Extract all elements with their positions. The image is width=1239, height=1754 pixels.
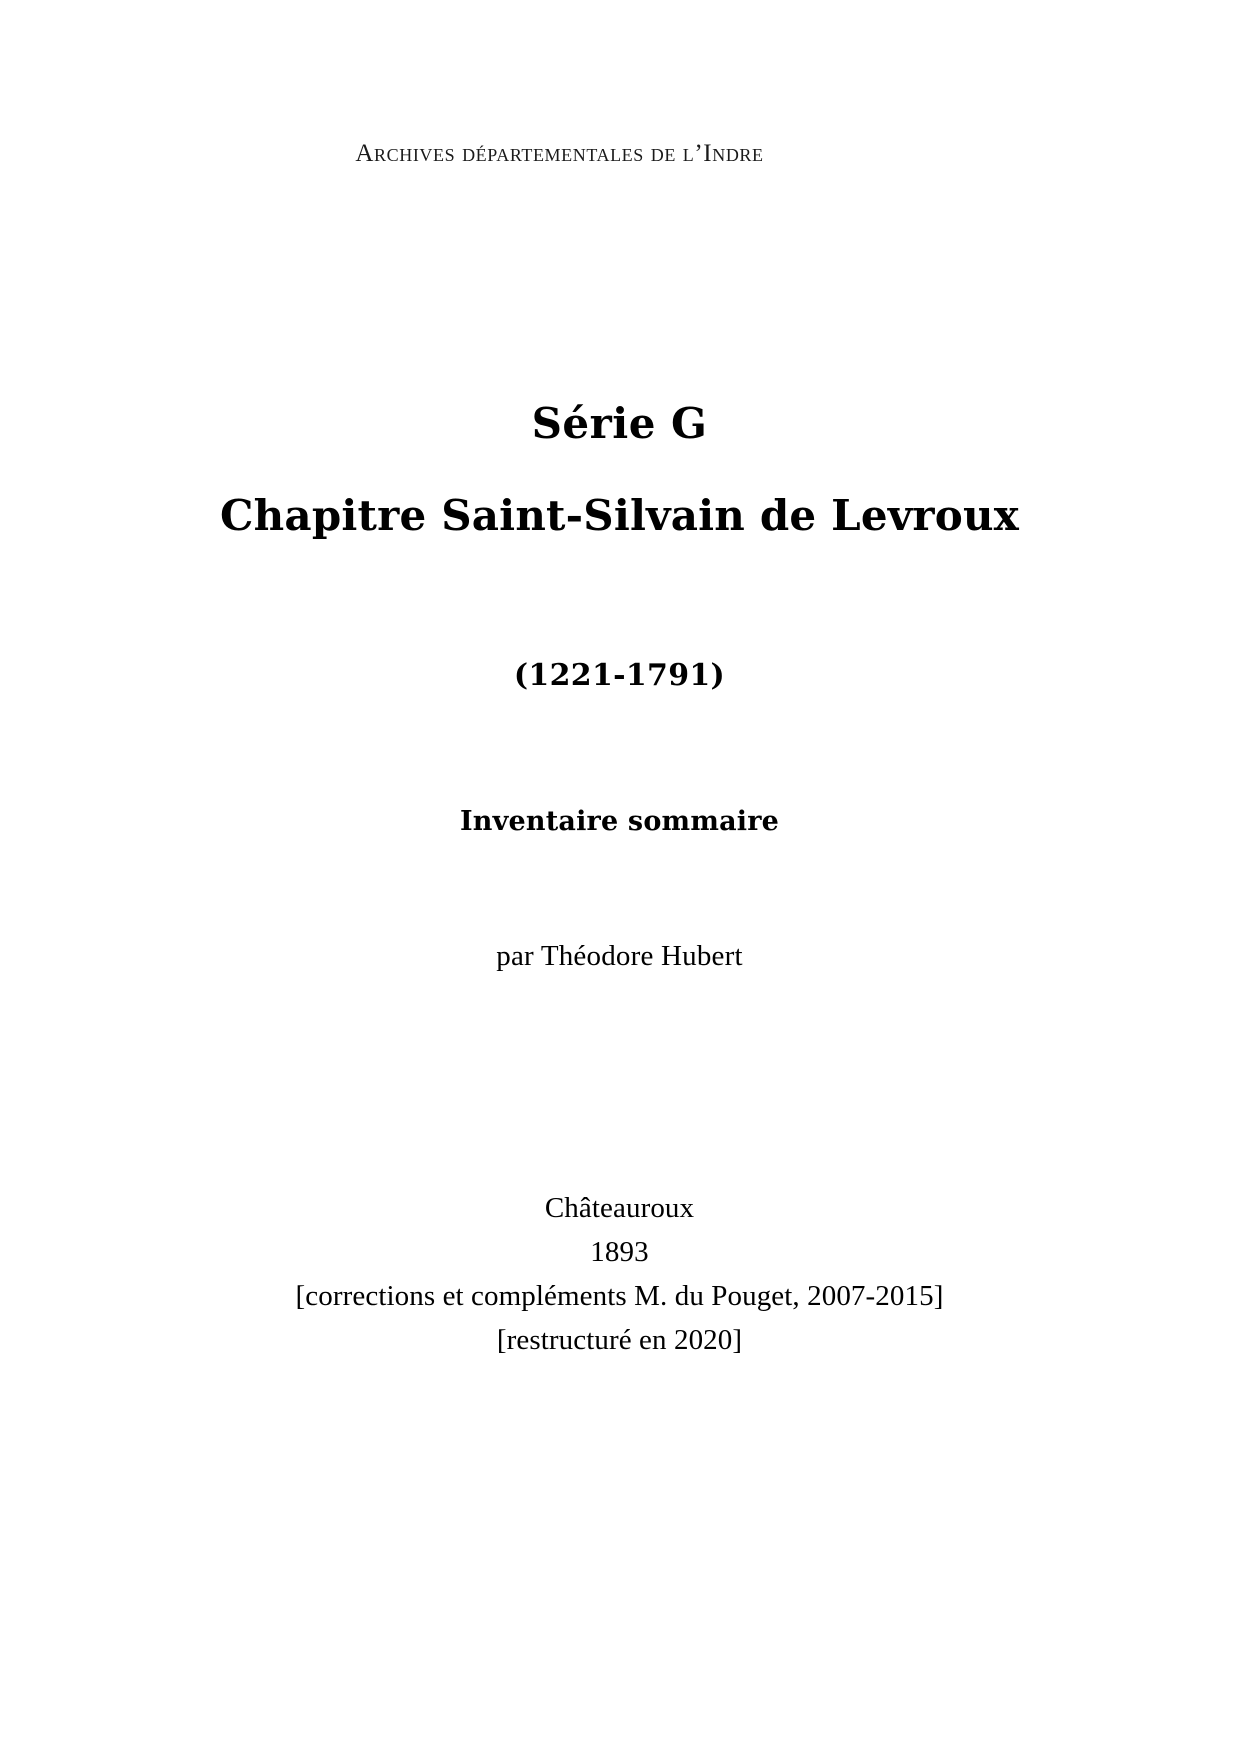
imprint-block: [0, 1186, 1239, 1362]
author-line: par Théodore Hubert: [496, 940, 743, 972]
inventory-type: Inventaire sommaire: [459, 806, 780, 837]
institution-header-text: Archives départementales de l’Indre: [355, 140, 764, 167]
title-block: [0, 400, 1239, 541]
page-subtitle: Chapitre Saint-Silvain de Levroux: [220, 491, 1019, 541]
imprint-place: Châteauroux: [544, 1192, 695, 1224]
date-range: (1221-1791): [513, 658, 726, 693]
imprint-corrections: [corrections et compléments M. du Pouget, 2007-2015]: [295, 1280, 944, 1313]
page-title: Série G: [531, 399, 708, 448]
imprint-restructure: [restructuré en 2020]: [496, 1324, 743, 1357]
institution-header: [0, 140, 1239, 168]
imprint-year: 1893: [590, 1236, 649, 1269]
